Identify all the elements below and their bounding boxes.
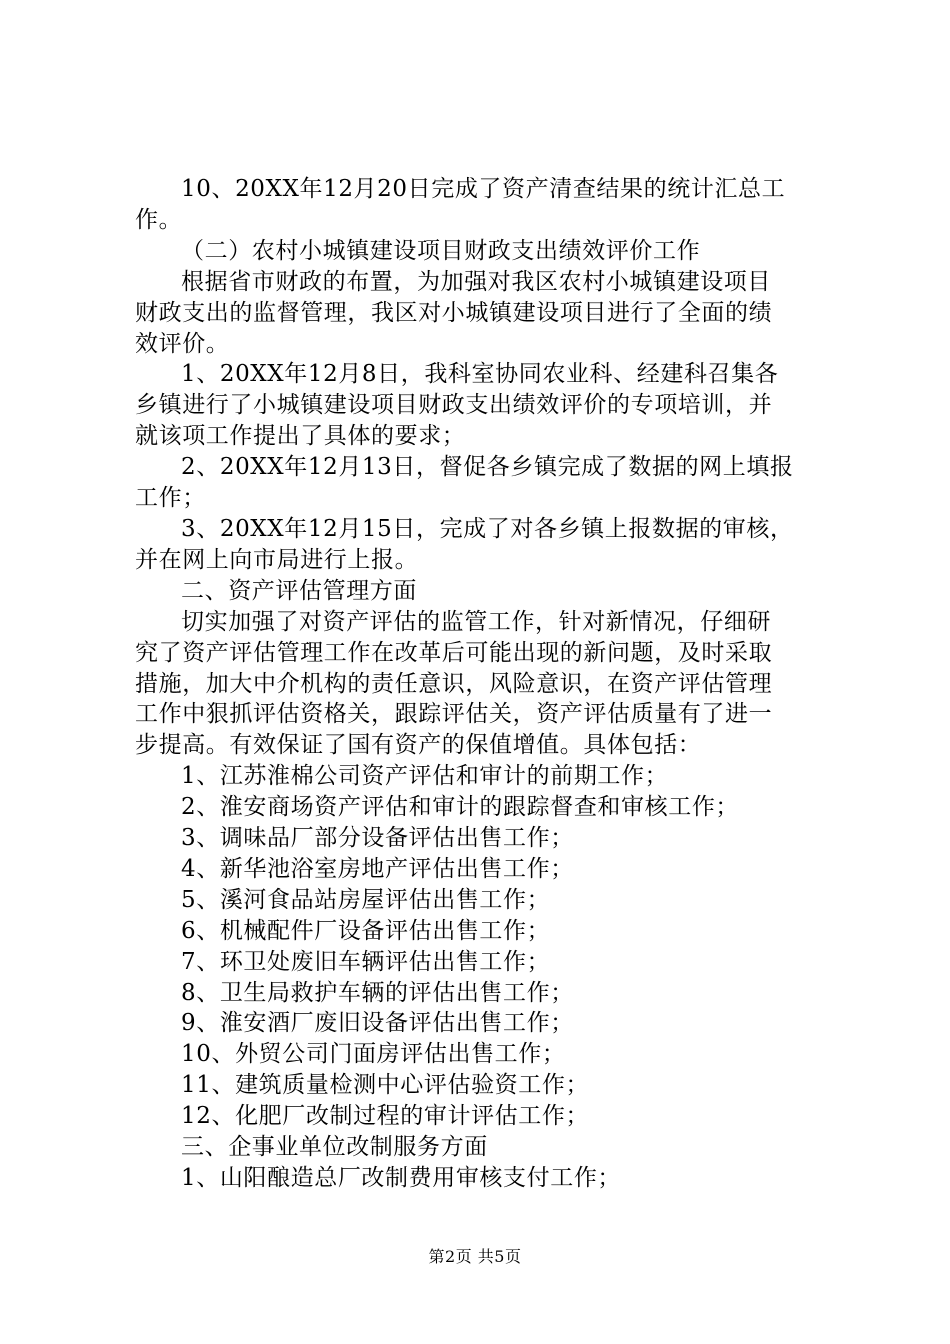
text-line: 6、机械配件厂设备评估出售工作； — [181, 917, 551, 944]
text-line: 二、资产评估管理方面 — [181, 577, 417, 604]
text-line: 工作中狠抓评估资格关，跟踪评估关，资产评估质量有了进一 — [135, 701, 773, 728]
text-line: 作。 — [135, 206, 183, 233]
text-line: 11、建筑质量检测中心评估验资工作； — [181, 1072, 590, 1099]
text-line: 5、溪河食品站房屋评估出售工作； — [181, 886, 551, 913]
text-line: 10、外贸公司门面房评估出售工作； — [181, 1041, 566, 1068]
text-line: 1、江苏淮棉公司资产评估和审计的前期工作； — [181, 763, 669, 790]
text-line: 切实加强了对资产评估的监管工作，针对新情况，仔细研 — [181, 608, 771, 635]
document-body — [135, 174, 835, 1194]
text-line: 根据省市财政的布置，为加强对我区农村小城镇建设项目 — [181, 268, 771, 295]
page-footer: 第2页 共5页 — [428, 1247, 522, 1266]
text-line: 2、淮安商场资产评估和审计的跟踪督查和审核工作； — [181, 794, 740, 821]
text-line: （二）农村小城镇建设项目财政支出绩效评价工作 — [181, 237, 701, 264]
text-line: 8、卫生局救护车辆的评估出售工作； — [181, 979, 574, 1006]
text-line: 财政支出的监督管理，我区对小城镇建设项目进行了全面的绩 — [135, 299, 773, 326]
text-line: 并在网上向市局进行上报。 — [135, 546, 419, 573]
text-line: 3、调味品厂部分设备评估出售工作； — [181, 825, 574, 852]
text-line: 步提高。有效保证了国有资产的保值增值。具体包括： — [135, 732, 702, 759]
text-line: 措施，加大中介机构的责任意识，风险意识，在资产评估管理 — [135, 670, 773, 697]
text-line: 乡镇进行了小城镇建设项目财政支出绩效评价的专项培训，并 — [135, 392, 773, 419]
text-line: 2、20XX年12月13日，督促各乡镇完成了数据的网上填报 — [181, 454, 794, 481]
text-line: 就该项工作提出了具体的要求； — [135, 423, 466, 450]
text-line: 效评价。 — [135, 330, 230, 357]
text-line: 1、20XX年12月8日，我科室协同农业科、经建科召集各 — [181, 361, 779, 388]
text-line: 究了资产评估管理工作在改革后可能出现的新问题，及时采取 — [135, 639, 773, 666]
text-line: 9、淮安酒厂废旧设备评估出售工作； — [181, 1010, 574, 1037]
text-line: 4、新华池浴室房地产评估出售工作； — [181, 855, 574, 882]
text-line: 12、化肥厂改制过程的审计评估工作； — [181, 1103, 590, 1130]
text-line: 三、企事业单位改制服务方面 — [181, 1134, 488, 1161]
text-line: 3、20XX年12月15日，完成了对各乡镇上报数据的审核， — [181, 515, 794, 542]
text-line: 工作； — [135, 485, 206, 512]
text-line: 10、20XX年12月20日完成了资产清查结果的统计汇总工 — [181, 176, 786, 202]
text-line: 7、环卫处废旧车辆评估出售工作； — [181, 948, 551, 975]
text-line: 1、山阳酿造总厂改制费用审核支付工作； — [181, 1165, 622, 1191]
